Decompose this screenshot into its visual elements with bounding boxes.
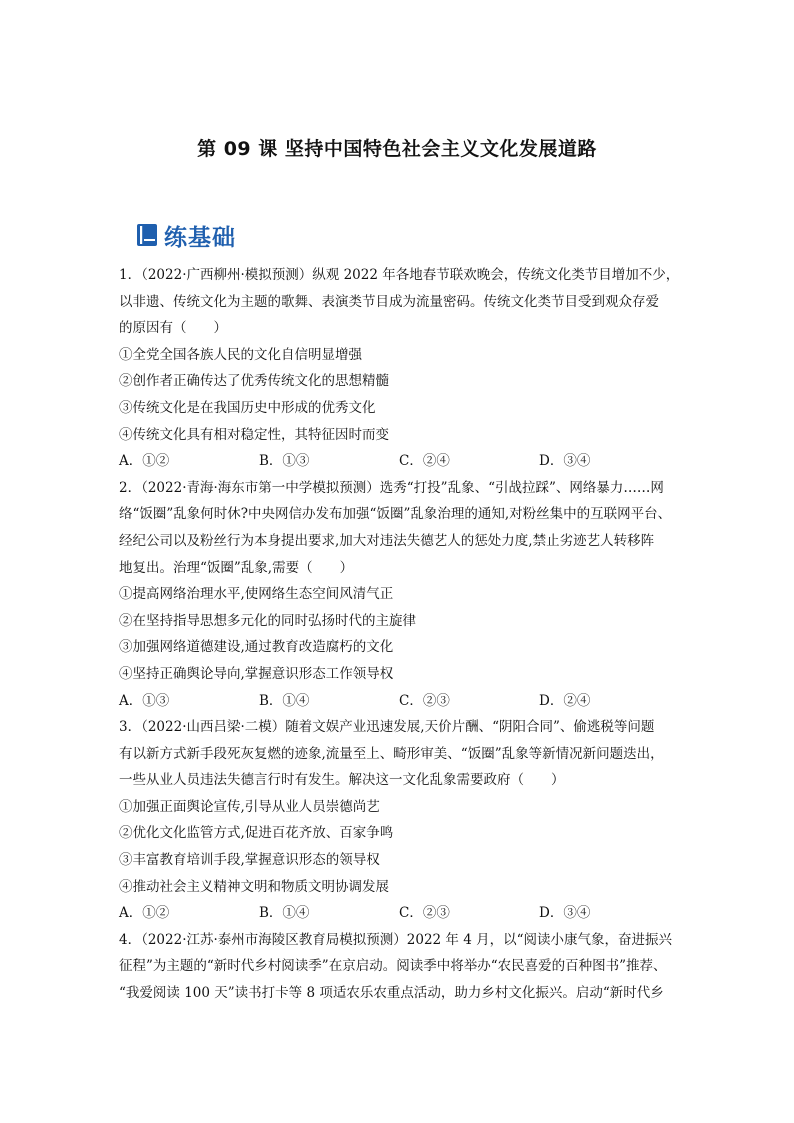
question-2 (119, 475, 679, 714)
page-title: 第 09 课 坚持中国特色社会主义文化发展道路 (197, 138, 597, 160)
statement-item: ①提高网络治理水平,使网络生态空间风清气正 (119, 586, 394, 603)
option-d: D．②④ (539, 692, 591, 709)
option-d: D．③④ (539, 905, 591, 922)
question-stem-line: “我爱阅读 100 天”读书打卡等 8 项适农乐农重点活动，助力乡村文化振兴。启动“新时代乡 (119, 985, 664, 1002)
statement-item: ③加强网络道德建设,通过教育改造腐朽的文化 (119, 639, 394, 656)
answer-options (119, 688, 679, 715)
question-stem-line: 4．（2022·江苏·泰州市海陵区教育局模拟预测）2022 年 4 月，以“阅读小康气象，奋进振兴 (119, 931, 672, 948)
question-3 (119, 714, 679, 927)
question-stem-line: 2．（2022·青海·海东市第一中学模拟预测）选秀“打投”乱象、“引战拉踩”、网络暴力……网 (119, 479, 664, 496)
option-d: D．③④ (539, 453, 591, 470)
statement-item: ③丰富教育培训手段,掌握意识形态的领导权 (119, 852, 380, 869)
option-c: C．②③ (399, 905, 450, 922)
answer-options (119, 448, 679, 475)
section-label: 练基础 (164, 224, 236, 251)
question-stem-line: 3．（2022·山西吕梁·二模）随着文娱产业迅速发展,天价片酬、“阴阳合同”、偷逃税等问题 (119, 719, 655, 736)
question-stem-line: 征程”为主题的“新时代乡村阅读季”在京启动。阅读季中将举办“农民喜爱的百种图书”推荐、 (119, 958, 667, 975)
option-a: A．①③ (119, 692, 170, 709)
option-a: A．①② (119, 905, 170, 922)
option-c: C．②③ (399, 692, 450, 709)
section-header (136, 220, 236, 250)
question-stem-line: 1．（2022·广西柳州·模拟预测）纵观 2022 年各地春节联欢晚会，传统文化类节目增加不少， (119, 267, 679, 283)
question-stem-line: 有以新方式新手段死灰复燃的迹象,流量至上、畸形审美、“饭圈”乱象等新情况新问题迭出， (119, 745, 664, 762)
question-stem-line: 经纪公司以及粉丝行为本身提出要求,加大对违法失德艺人的惩处力度,禁止劣迹艺人转移阵 (119, 532, 655, 549)
question-4 (119, 927, 679, 1007)
statement-item: ④推动社会主义精神文明和物质文明协调发展 (119, 878, 389, 895)
statement-item: ②在坚持指导思想多元化的同时弘扬时代的主旋律 (119, 612, 416, 629)
statement-item: ①全党全国各族人民的文化自信明显增强 (119, 346, 362, 363)
question-1 (119, 262, 679, 475)
option-c: C．②④ (399, 453, 450, 470)
statement-item: ③传统文化是在我国历史中形成的优秀文化 (119, 399, 376, 416)
statement-item: ②创作者正确传达了优秀传统文化的思想精髓 (119, 373, 389, 390)
option-a: A．①② (119, 453, 170, 470)
question-stem-line: 以非遗、传统文化为主题的歌舞、表演类节目成为流量密码。传统文化类节目受到观众存爱 (119, 293, 659, 310)
statement-item: ④坚持正确舆论导向,掌握意识形态工作领导权 (119, 665, 394, 682)
option-b: B．①④ (259, 905, 310, 922)
option-b: B．①③ (259, 453, 310, 470)
book-icon (136, 223, 158, 247)
statement-item: ②优化文化监管方式,促进百花齐放、百家争鸣 (119, 825, 394, 842)
question-stem-line: 的原因有（ ） (119, 320, 227, 337)
option-b: B．①④ (259, 692, 310, 709)
statement-item: ①加强正面舆论宣传,引导从业人员崇德尚艺 (119, 798, 380, 815)
question-stem-line: 地复出。治理“饭圈”乱象,需要（ ） (119, 559, 354, 576)
question-stem-line: 一些从业人员违法失德言行时有发生。解决这一文化乱象需要政府（ ） (119, 772, 565, 789)
answer-options (119, 900, 679, 927)
statement-item: ④传统文化具有相对稳定性，其特征因时而变 (119, 426, 389, 443)
question-stem-line: 络“饭圈”乱象何时休?中央网信办发布加强“饭圈”乱象治理的通知,对粉丝集中的互联网平台、 (119, 506, 672, 523)
question-list (119, 262, 679, 1007)
